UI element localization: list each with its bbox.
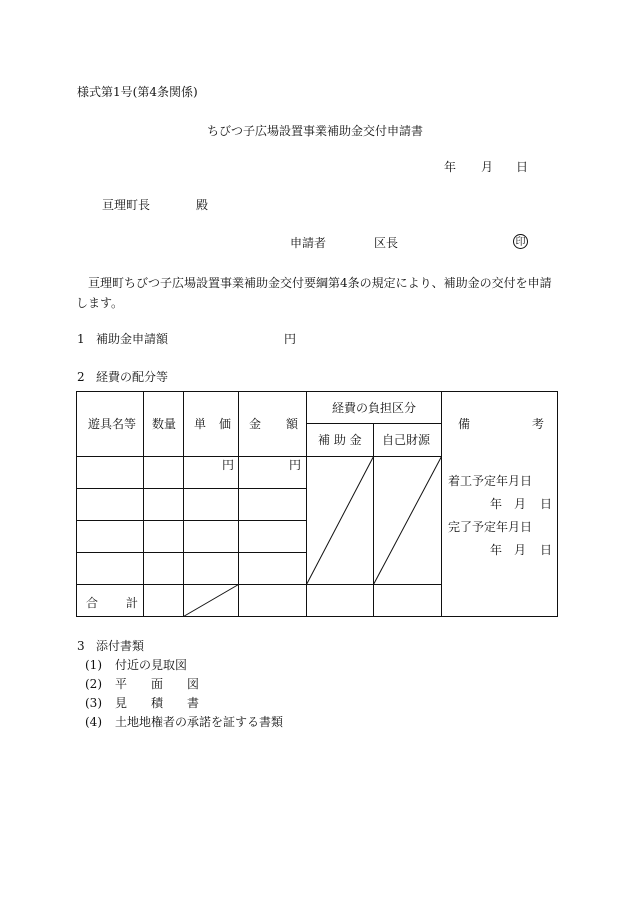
form-number: 様式第1号(第4条関係) (77, 85, 198, 99)
attachment-label: 土地地権者の承諾を証する書類 (115, 715, 284, 729)
ward-chief-label: 区長 (374, 236, 399, 250)
header-subsidy: 補 助 金 (318, 433, 362, 447)
end-date-day: 日 (540, 543, 553, 557)
unit-price-yen: 円 (222, 458, 235, 472)
total-label-2: 計 (126, 596, 139, 610)
header-unit-price-2: 価 (219, 417, 232, 431)
attachment-label: 付近の見取図 (115, 658, 188, 672)
attachment-label: 見 積 書 (115, 696, 200, 710)
recipient-name: 亘理町長 (102, 198, 151, 212)
end-date-year: 年 (490, 543, 503, 557)
section2-number: 2 (77, 370, 85, 384)
header-quantity: 数量 (152, 417, 177, 431)
recipient-honorific: 殿 (196, 198, 209, 212)
seal-mark: 印 (513, 234, 528, 249)
header-notes-1: 備 (458, 417, 471, 431)
section1-yen-unit: 円 (284, 332, 297, 346)
start-date-day: 日 (540, 497, 553, 511)
header-unit-price-1: 単 (194, 417, 207, 431)
amount-yen: 円 (289, 458, 302, 472)
application-statement: 亘理町ちびつ子広場設置事業補助金交付要綱第4条の規定により、補助金の交付を申請します。 (76, 276, 552, 310)
start-date-label: 着工予定年月日 (448, 474, 533, 488)
header-item-name: 遊具名等 (88, 417, 137, 431)
table-grid (76, 391, 558, 617)
attachment-number: (1) (85, 658, 102, 672)
section2-title: 経費の配分等 (96, 370, 169, 384)
total-label-1: 合 (86, 596, 99, 610)
attachment-label: 平 面 図 (115, 677, 200, 691)
header-amount-2: 額 (286, 417, 299, 431)
section3-title: 添付書類 (96, 639, 145, 653)
header-burden-division: 経費の負担区分 (332, 401, 417, 415)
document-title: ちびつ子広場設置事業補助金交付申請書 (206, 124, 423, 138)
section1-title: 補助金申請額 (96, 332, 169, 346)
header-amount-1: 金 (249, 417, 262, 431)
attachment-number: (3) (85, 696, 102, 710)
end-date-month: 月 (514, 543, 527, 557)
attachment-number: (2) (85, 677, 102, 691)
end-date-label: 完了予定年月日 (448, 520, 533, 534)
section3-number: 3 (77, 639, 85, 653)
expense-table (76, 391, 558, 617)
header-notes-2: 考 (532, 417, 545, 431)
date-year-label: 年 (444, 160, 457, 174)
section1-number: 1 (77, 332, 85, 346)
header-own-funds: 自己財源 (382, 433, 431, 447)
attachment-number: (4) (85, 715, 102, 729)
start-date-year: 年 (490, 497, 503, 511)
start-date-month: 月 (514, 497, 527, 511)
date-month-label: 月 (481, 160, 494, 174)
applicant-label: 申請者 (290, 236, 327, 250)
date-day-label: 日 (516, 160, 529, 174)
